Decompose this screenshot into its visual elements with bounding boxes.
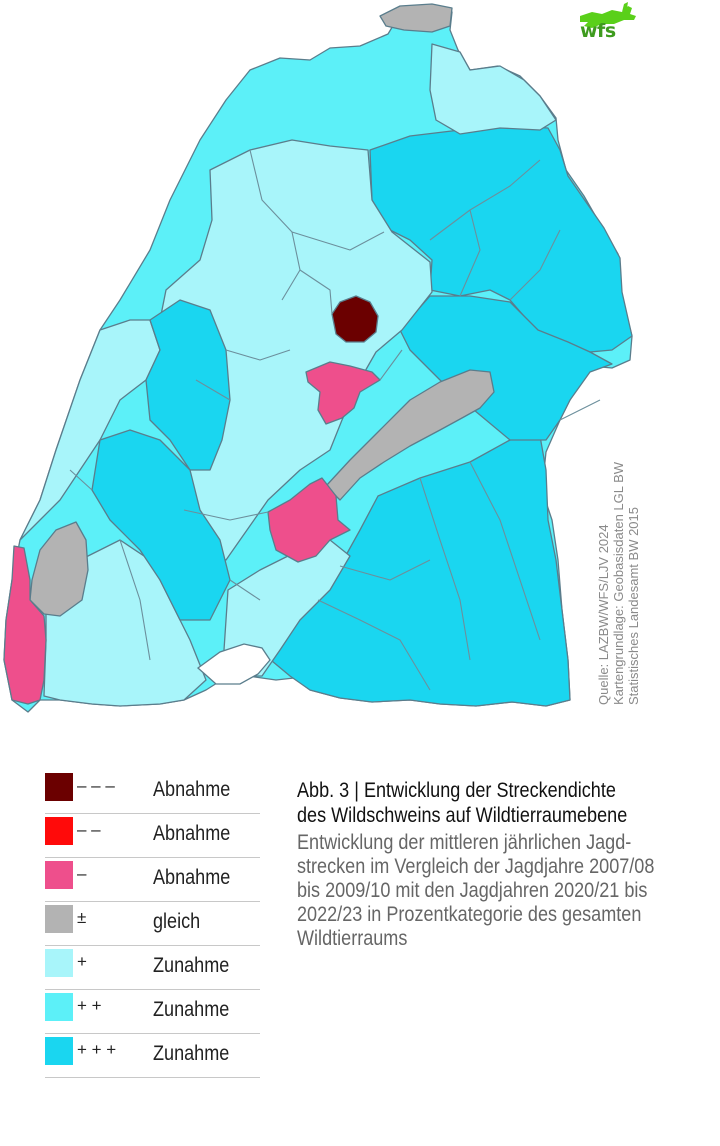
- legend-swatch: [45, 1037, 73, 1065]
- legend-swatch: [45, 949, 73, 977]
- legend-label: Abnahme: [153, 866, 231, 889]
- legend-row: [45, 1034, 260, 1078]
- figure-caption: [297, 778, 717, 951]
- legend-label: Abnahme: [153, 778, 231, 801]
- legend-label: Abnahme: [153, 822, 231, 845]
- legend-symbol: –: [77, 864, 87, 883]
- legend-label: gleich: [153, 910, 201, 933]
- caption-title-line: Abb. 3 | Entwicklung der Streckendichte: [297, 779, 616, 802]
- caption-body-line: Entwicklung der mittleren jährlichen Jagd-: [297, 831, 632, 854]
- legend-symbol: – – –: [77, 776, 115, 795]
- region-dark-red: [332, 296, 378, 342]
- caption-body-line: bis 2009/10 mit den Jagdjahren 2020/21 bis: [297, 879, 648, 902]
- legend-swatch: [45, 993, 73, 1021]
- source-line: Quelle: LAZBW/WFS/LJV 2024: [596, 524, 611, 705]
- legend-swatch: [45, 773, 73, 801]
- region-north-light: [430, 44, 556, 134]
- logo-text: wfs: [580, 20, 616, 42]
- legend-row: [45, 902, 260, 946]
- caption-body-line: 2022/23 in Prozentkategorie des gesamten: [297, 903, 642, 926]
- caption-title: [297, 778, 710, 828]
- legend-label: Zunahme: [153, 954, 230, 977]
- caption-body-line: strecken im Vergleich der Jagdjahre 2007/08: [297, 855, 655, 878]
- legend-symbol: + +: [77, 996, 102, 1015]
- legend-label: Zunahme: [153, 1042, 230, 1065]
- legend-row: [45, 858, 260, 902]
- source-line: Kartengrundlage: Geobasisdaten LGL BW: [611, 461, 626, 705]
- legend-swatch: [45, 817, 73, 845]
- legend-symbol: +: [77, 952, 87, 971]
- legend: [45, 770, 260, 1078]
- legend-swatch: [45, 861, 73, 889]
- legend-symbol: – –: [77, 820, 101, 839]
- legend-row: [45, 990, 260, 1034]
- caption-title-line: des Wildschweins auf Wildtierraumebene: [297, 804, 628, 827]
- region-north-tip: [380, 4, 452, 32]
- legend-label: Zunahme: [153, 998, 230, 1021]
- caption-body-line: Wildtierraums: [297, 927, 408, 950]
- source-attribution: [596, 461, 666, 705]
- legend-row: [45, 946, 260, 990]
- legend-row: [45, 814, 260, 858]
- legend-symbol: ±: [77, 908, 87, 927]
- legend-row: [45, 770, 260, 814]
- legend-symbol: + + +: [77, 1040, 117, 1059]
- source-line: Statistisches Landesamt BW 2015: [626, 507, 641, 705]
- caption-body: [297, 831, 710, 951]
- legend-swatch: [45, 905, 73, 933]
